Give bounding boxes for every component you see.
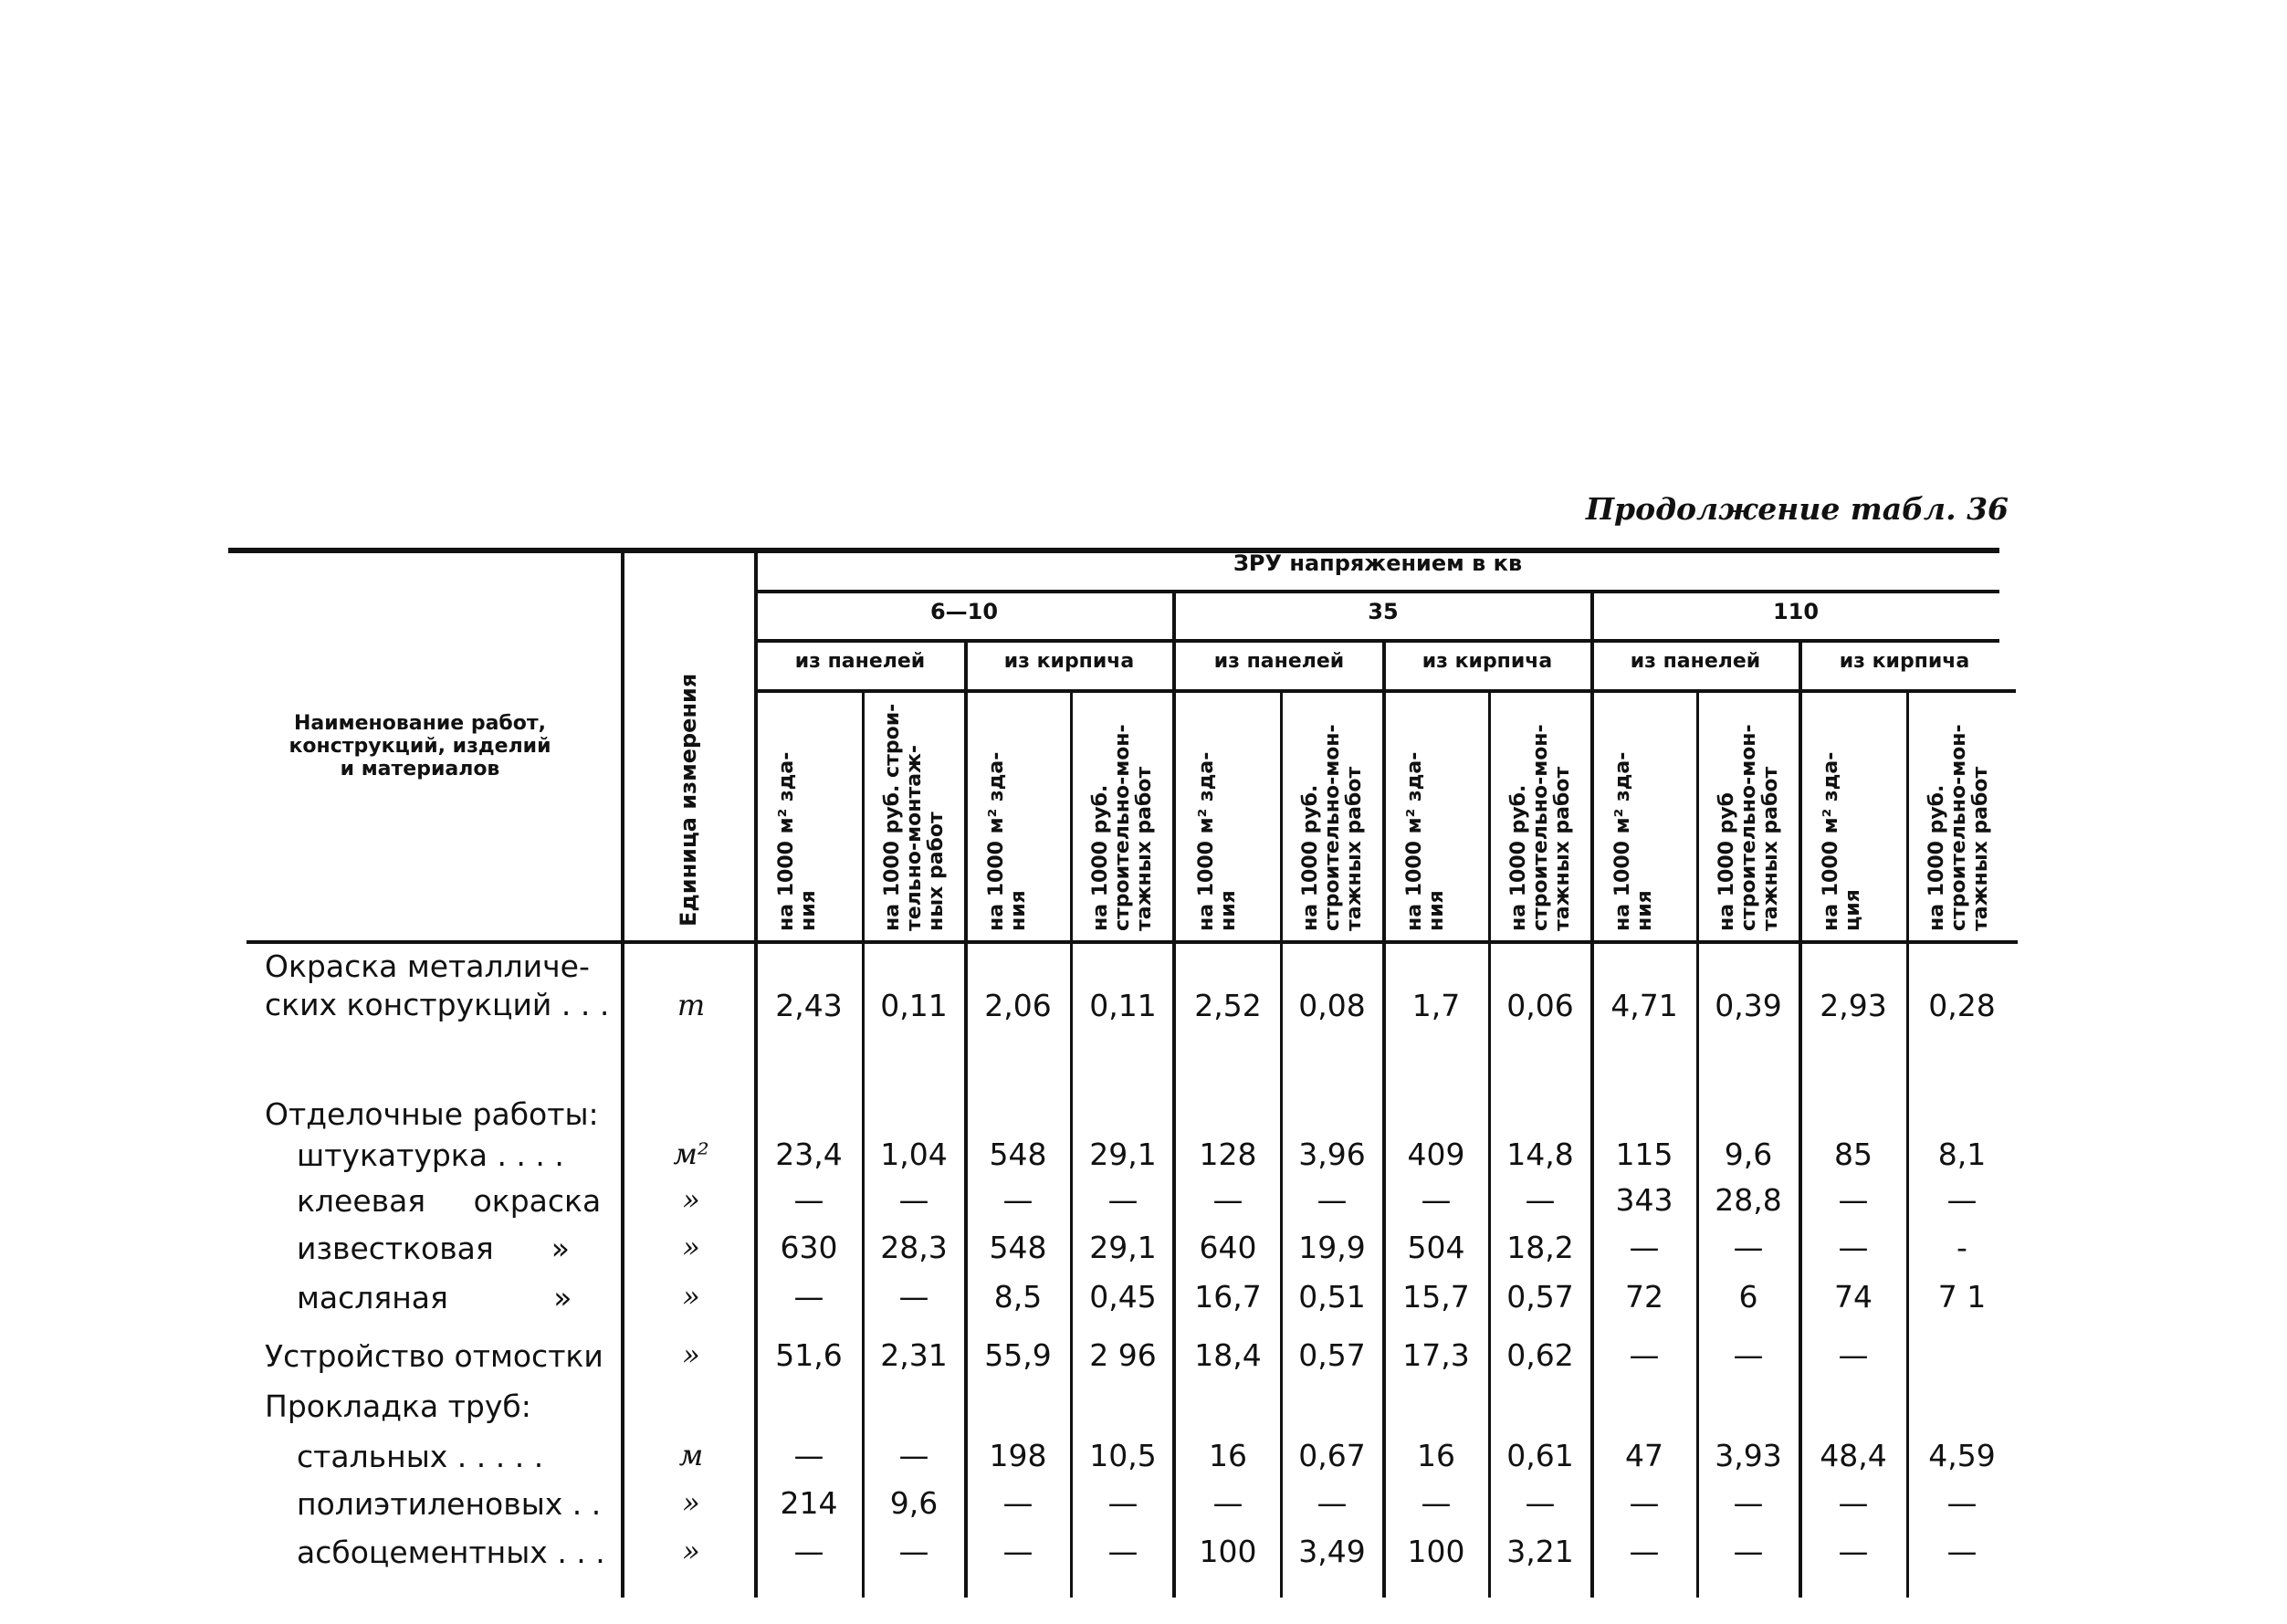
table-cell: — — [1525, 1485, 1556, 1521]
table-cell: — — [1107, 1182, 1138, 1218]
table-cell: 55,9 — [984, 1337, 1052, 1373]
name-header-line: конструкций, изделий — [288, 735, 551, 758]
table-cell: 0,39 — [1715, 988, 1782, 1023]
table-cell: — — [898, 1279, 929, 1315]
table-cell: — — [1002, 1182, 1033, 1218]
table-cell: — — [793, 1534, 824, 1569]
table-cell: 0,62 — [1506, 1337, 1574, 1373]
subcolumn-header-line: на 1000 руб. — [1507, 784, 1530, 931]
table-cell: 10,5 — [1089, 1438, 1157, 1473]
row-name-line: масляная » — [297, 1280, 572, 1315]
table-cell: 0,57 — [1506, 1279, 1574, 1315]
name-header-line: и материалов — [340, 758, 500, 781]
subcolumn-header — [986, 752, 1030, 931]
table-cell: — — [1629, 1534, 1660, 1569]
subcolumn-header-line: на 1000 м² зда- — [775, 751, 798, 931]
subcolumn-header-line: ния — [797, 890, 820, 931]
table-cell: 18,2 — [1506, 1230, 1574, 1265]
table-cell: — — [1107, 1534, 1138, 1569]
table-cell: — — [1107, 1485, 1138, 1521]
row-name-line: известковая » — [297, 1231, 570, 1266]
table-cell: — — [898, 1534, 929, 1569]
row-name-line: клеевая окраска — [297, 1183, 602, 1219]
table-cell: 29,1 — [1089, 1230, 1157, 1265]
table-cell: — — [1002, 1485, 1033, 1521]
table-cell: 1,7 — [1411, 988, 1461, 1023]
subcolumn-header — [882, 704, 948, 931]
subcolumn-header-line: тажных работ — [1551, 766, 1574, 931]
row-unit: м² — [673, 1137, 709, 1171]
subcolumn-header — [1090, 724, 1156, 931]
table-cell: — — [793, 1438, 824, 1473]
table-cell: 14,8 — [1506, 1137, 1574, 1172]
subcolumn-header-line: на 1000 м² зда- — [1195, 751, 1218, 931]
subcolumn-header-line: строительно-мон- — [1111, 724, 1134, 931]
table-cell: 2 96 — [1089, 1337, 1157, 1373]
table-cell: 16 — [1209, 1438, 1247, 1473]
subcolumn-header-line: на 1000 м² зда- — [1820, 751, 1842, 931]
row-unit: » — [682, 1230, 700, 1264]
subcolumn-header-line: ния — [1425, 890, 1448, 931]
subcolumn-header — [1820, 752, 1864, 931]
voltage-label: 6—10 — [929, 599, 999, 624]
table-cell: 115 — [1615, 1137, 1673, 1172]
subcolumn-header — [1508, 724, 1574, 931]
table-cell: 214 — [780, 1485, 838, 1521]
subcolumn-header-line: тажных работ — [1343, 766, 1366, 931]
table-cell: 1,04 — [880, 1137, 948, 1172]
material-label: из панелей — [1630, 650, 1761, 673]
table-cell: 640 — [1199, 1230, 1257, 1265]
table-cell: — — [793, 1279, 824, 1315]
table-cell: 0,11 — [880, 988, 948, 1023]
material-label: из панелей — [1213, 650, 1345, 673]
row-name — [297, 1182, 601, 1221]
table-cell: — — [1838, 1534, 1869, 1569]
table-cell: 548 — [989, 1137, 1047, 1172]
table-cell: 51,6 — [775, 1337, 843, 1373]
subcolumn-header-line: тажных работ — [1969, 766, 1992, 931]
subcolumn-header-line: на 1000 руб. — [1299, 784, 1322, 931]
table-cell: 4,59 — [1928, 1438, 1996, 1473]
table-cell: - — [1957, 1230, 1967, 1265]
table-cell: 100 — [1199, 1534, 1257, 1569]
table-cell: — — [1002, 1534, 1033, 1569]
table-cell: — — [1838, 1230, 1869, 1265]
table-cell: 2,31 — [880, 1337, 948, 1373]
subcolumn-header-line: ных работ — [925, 812, 948, 931]
subcolumn-header — [1926, 724, 1992, 931]
table-cell: 2,52 — [1194, 988, 1262, 1023]
name-column-header — [247, 712, 593, 781]
table-cell: 128 — [1199, 1137, 1257, 1172]
row-name — [297, 1534, 605, 1572]
table-cell: 9,6 — [1724, 1137, 1773, 1172]
row-name-line: Отделочные работы: — [265, 1096, 599, 1132]
table-cell: 8,5 — [993, 1279, 1043, 1315]
subcolumn-header-line: на 1000 руб — [1715, 791, 1738, 931]
table-cell: 7 1 — [1937, 1279, 1987, 1315]
table-cell: — — [1421, 1485, 1452, 1521]
subcolumn-header-line: на 1000 м² зда- — [1403, 751, 1426, 931]
table-cell: 0,28 — [1928, 988, 1996, 1023]
table-cell: — — [898, 1438, 929, 1473]
row-unit: » — [682, 1485, 700, 1520]
table-cell: 8,1 — [1937, 1137, 1987, 1172]
table-cell: 3,96 — [1298, 1137, 1366, 1172]
table-cell: 18,4 — [1194, 1337, 1262, 1373]
table-cell: — — [898, 1182, 929, 1218]
subcolumn-header-line: строительно-мон- — [1321, 724, 1344, 931]
table-cell: 0,11 — [1089, 988, 1157, 1023]
subcolumn-header — [1612, 752, 1656, 931]
row-unit: » — [682, 1279, 700, 1314]
table-cell: — — [1733, 1230, 1764, 1265]
row-unit: » — [682, 1337, 700, 1372]
row-name-line: полиэтиленовых . . — [297, 1486, 602, 1522]
subcolumn-header — [1196, 752, 1240, 931]
table-cell: — — [1421, 1182, 1452, 1218]
subcolumn-header — [1404, 752, 1448, 931]
table-cell: 0,57 — [1298, 1337, 1366, 1373]
subcolumn-header — [1716, 724, 1782, 931]
subcolumn-header-line: строительно-мон- — [1529, 724, 1552, 931]
row-unit: т — [677, 988, 706, 1022]
row-name — [265, 1337, 603, 1376]
material-label: из панелей — [794, 650, 926, 673]
table-cell: 3,49 — [1298, 1534, 1366, 1569]
table-cell: 47 — [1625, 1438, 1663, 1473]
subcolumn-header-line: на 1000 м² зда- — [985, 751, 1008, 931]
table-cell: — — [1317, 1485, 1348, 1521]
table-cell: 504 — [1407, 1230, 1465, 1265]
table-cell: 2,06 — [984, 988, 1052, 1023]
table-cell: 15,7 — [1402, 1279, 1470, 1315]
table-cell: 4,71 — [1610, 988, 1678, 1023]
rule-voltages — [756, 590, 1999, 593]
table-cell: 28,8 — [1715, 1182, 1782, 1218]
row-name — [297, 1230, 570, 1268]
table-cell: 100 — [1407, 1534, 1465, 1569]
table-cell: 19,9 — [1298, 1230, 1366, 1265]
table-cell: 28,3 — [880, 1230, 948, 1265]
subcolumn-header — [1300, 724, 1366, 931]
table-cell: — — [1212, 1485, 1243, 1521]
subcolumn-header-line: на 1000 м² зда- — [1611, 751, 1634, 931]
table-cell: 2,93 — [1820, 988, 1887, 1023]
subcolumn-header-line: на 1000 руб. — [1925, 784, 1948, 931]
row-name — [297, 1438, 543, 1476]
subcolumn-header-line: тельно-монтаж- — [903, 744, 926, 931]
table-cell: 9,6 — [889, 1485, 939, 1521]
table-cell: 0,08 — [1298, 988, 1366, 1023]
row-name-line: асбоцементных . . . — [297, 1535, 605, 1570]
table-cell: — — [793, 1182, 824, 1218]
table-cell: — — [1946, 1182, 1978, 1218]
table-cell: 3,21 — [1506, 1534, 1574, 1569]
row-unit: м — [678, 1438, 704, 1472]
voltage-label: 110 — [1772, 599, 1820, 624]
table-cell: 630 — [780, 1230, 838, 1265]
row-unit: » — [682, 1182, 700, 1217]
main-title: ЗРУ напряжением в кв — [1233, 550, 1523, 576]
table-cell: 2,43 — [775, 988, 843, 1023]
row-name — [297, 1279, 572, 1317]
row-name-line: Устройство отмостки — [265, 1338, 603, 1374]
row-unit: » — [682, 1534, 700, 1568]
row-name-line: ских конструкций . . . — [265, 987, 610, 1022]
table-cell: — — [1733, 1534, 1764, 1569]
material-label: из кирпича — [1839, 650, 1970, 673]
row-name — [265, 1095, 599, 1134]
subcolumn-header-line: ния — [1217, 890, 1240, 931]
table-cell: 17,3 — [1402, 1337, 1470, 1373]
table-cell: 16 — [1417, 1438, 1455, 1473]
subcolumn-header-line: строительно-мон- — [1737, 724, 1760, 931]
row-name — [297, 1485, 601, 1524]
table-cell: 0,06 — [1506, 988, 1574, 1023]
voltage-label: 35 — [1368, 599, 1399, 624]
row-name-line: Прокладка труб: — [265, 1388, 531, 1424]
row-name-line: Окраска металличе- — [265, 948, 590, 984]
table-cell: — — [1629, 1337, 1660, 1373]
table-cell: — — [1838, 1182, 1869, 1218]
table-cell: 409 — [1407, 1137, 1465, 1172]
table-cell: 198 — [989, 1438, 1047, 1473]
table-cell: 343 — [1615, 1182, 1673, 1218]
subcolumn-header-line: на 1000 руб. — [1089, 784, 1112, 931]
name-header-line: Наименование работ, — [293, 712, 547, 735]
row-name — [265, 948, 609, 1024]
table-cell: — — [1838, 1485, 1869, 1521]
header-bottom-rule — [247, 940, 2018, 944]
table-cell: — — [1946, 1485, 1978, 1521]
table-cell: — — [1629, 1230, 1660, 1265]
subcolumn-header-line: строительно-мон- — [1947, 724, 1970, 931]
row-name — [265, 1388, 531, 1426]
table-cell: 0,61 — [1506, 1438, 1574, 1473]
material-label: из кирпича — [1422, 650, 1553, 673]
material-label: из кирпича — [1003, 650, 1135, 673]
table-cell: — — [1733, 1337, 1764, 1373]
subcolumn-header-line: на 1000 руб. строи- — [881, 703, 904, 931]
table-cell: — — [1212, 1182, 1243, 1218]
table-cell: 0,45 — [1089, 1279, 1157, 1315]
table-cell: 29,1 — [1089, 1137, 1157, 1172]
table-cell: 3,93 — [1715, 1438, 1782, 1473]
rule-materials — [756, 639, 1999, 643]
table-cell: 548 — [989, 1230, 1047, 1265]
table-caption: Продолжение табл. 36 — [1585, 491, 2009, 527]
row-name — [297, 1137, 564, 1175]
table-cell: 72 — [1625, 1279, 1663, 1315]
table-cell: — — [1733, 1485, 1764, 1521]
rule-subcols — [756, 689, 2016, 693]
table-cell: 85 — [1834, 1137, 1873, 1172]
table-cell: 74 — [1834, 1279, 1873, 1315]
table-cell: — — [1317, 1182, 1348, 1218]
table-cell: 0,67 — [1298, 1438, 1366, 1473]
subcolumn-header-line: тажных работ — [1133, 766, 1156, 931]
table-cell: 0,51 — [1298, 1279, 1366, 1315]
subcolumn-header — [776, 752, 820, 931]
subcolumn-header-line: ния — [1633, 890, 1656, 931]
subcolumn-header-line: тажных работ — [1759, 766, 1782, 931]
table-cell: 6 — [1738, 1279, 1758, 1315]
table-cell: — — [1946, 1534, 1978, 1569]
table-cell: — — [1629, 1485, 1660, 1521]
table-cell: 48,4 — [1820, 1438, 1887, 1473]
row-name-line: стальных . . . . . — [297, 1439, 544, 1474]
row-name-line: штукатурка . . . . — [297, 1137, 564, 1173]
subcolumn-header-line: ния — [1007, 890, 1030, 931]
subcolumn-header-line: ция — [1841, 889, 1864, 931]
unit-column-header: Единица измерения — [676, 673, 701, 927]
table-cell: 23,4 — [775, 1137, 843, 1172]
table-cell: — — [1525, 1182, 1556, 1218]
table-cell: — — [1838, 1337, 1869, 1373]
table-cell: 16,7 — [1194, 1279, 1262, 1315]
